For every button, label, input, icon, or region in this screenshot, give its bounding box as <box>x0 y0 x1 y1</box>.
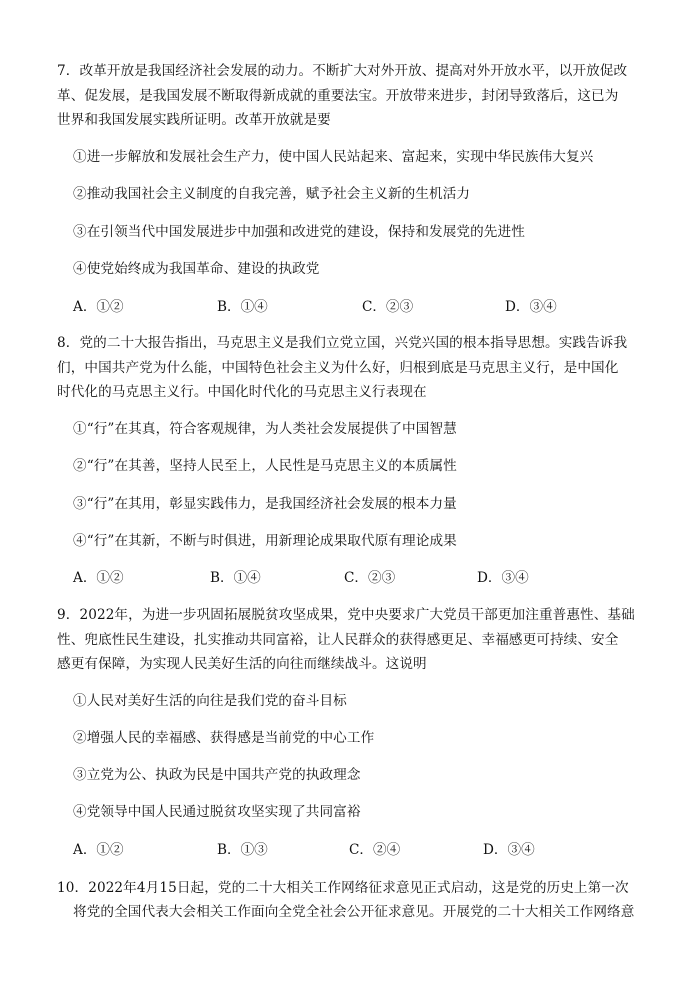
question-8-stem-line-2: 们，中国共产党为什么能，中国特色社会主义为什么好，归根到底是马克思主义行，是中国化 <box>57 360 619 376</box>
question-7-option-3: ③在引领当代中国发展进步中加强和改进党的建设，保持和发展党的先进性 <box>73 224 525 240</box>
question-9-choice-a: A．①② <box>73 842 124 858</box>
question-8-choice-b: B．①④ <box>210 570 261 586</box>
question-7-option-1: ①进一步解放和发展社会生产力，使中国人民站起来、富起来，实现中华民族伟大复兴 <box>73 149 594 165</box>
question-7-choice-d: D．③④ <box>505 299 557 315</box>
question-7-stem-line-3: 世界和我国发展实践所证明。改革开放就是要 <box>57 112 331 128</box>
question-7-choice-a: A．①② <box>73 299 124 315</box>
question-8-stem-line-3: 时代化的马克思主义行。中国化时代化的马克思主义行表现在 <box>57 384 427 400</box>
question-8-option-1: ①“行”在其真，符合客观规律，为人类社会发展提供了中国智慧 <box>73 421 457 437</box>
question-9-stem-line-1: 9．2022年，为进一步巩固拓展脱贫攻坚成果，党中央要求广大党员干部更加注重普惠性、基础 <box>57 607 635 623</box>
question-7-option-4: ④使党始终成为我国革命、建设的执政党 <box>73 261 320 277</box>
question-8-stem-line-1: 8．党的二十大报告指出，马克思主义是我们立党立国，兴党兴国的根本指导思想。实践告诉我 <box>57 335 628 351</box>
question-10-stem-line-2: 将党的全国代表大会相关工作面向全党全社会公开征求意见。开展党的二十大相关工作网络意 <box>73 904 635 920</box>
question-8-option-3: ③“行”在其用，彰显实践伟力，是我国经济社会发展的根本力量 <box>73 496 457 512</box>
question-9-choice-c: C．②④ <box>349 842 401 858</box>
question-7-choice-c: C．②③ <box>362 299 414 315</box>
question-9-option-2: ②增强人民的幸福感、获得感是当前党的中心工作 <box>73 730 375 746</box>
question-7-choice-b: B．①④ <box>217 299 268 315</box>
question-7-option-2: ②推动我国社会主义制度的自我完善，赋予社会主义新的生机活力 <box>73 186 471 202</box>
question-8-choice-a: A．①② <box>73 570 124 586</box>
question-9-choice-b: B．①③ <box>217 842 268 858</box>
question-9-option-1: ①人民对美好生活的向往是我们党的奋斗目标 <box>73 693 347 709</box>
question-9-option-3: ③立党为公、执政为民是中国共产党的执政理念 <box>73 767 361 783</box>
question-9-option-4: ④党领导中国人民通过脱贫攻坚实现了共同富裕 <box>73 804 361 820</box>
question-7-stem-line-2: 革、促发展，是我国发展不断取得新成就的重要法宝。开放带来进步，封闭导致落后，这已为 <box>57 88 619 104</box>
question-9-choice-d: D．③④ <box>483 842 535 858</box>
question-8-option-2: ②“行”在其善，坚持人民至上，人民性是马克思主义的本质属性 <box>73 458 457 474</box>
question-10-stem-line-1: 10．2022年4月15日起，党的二十大相关工作网络征求意见正式启动，这是党的历史上第一次 <box>57 880 629 896</box>
question-9-stem-line-3: 感更有保障，为实现人民美好生活的向往而继续战斗。这说明 <box>57 656 427 672</box>
question-8-choice-c: C．②③ <box>344 570 396 586</box>
question-7-stem-line-1: 7．改革开放是我国经济社会发展的动力。不断扩大对外开放、提高对外开放水平，以开放促改 <box>57 63 628 79</box>
question-8-option-4: ④“行”在其新，不断与时俱进，用新理论成果取代原有理论成果 <box>73 533 457 549</box>
question-9-stem-line-2: 性、兜底性民生建设，扎实推动共同富裕，让人民群众的获得感更足、幸福感更可持续、安全 <box>57 632 619 648</box>
question-8-choice-d: D．③④ <box>477 570 529 586</box>
